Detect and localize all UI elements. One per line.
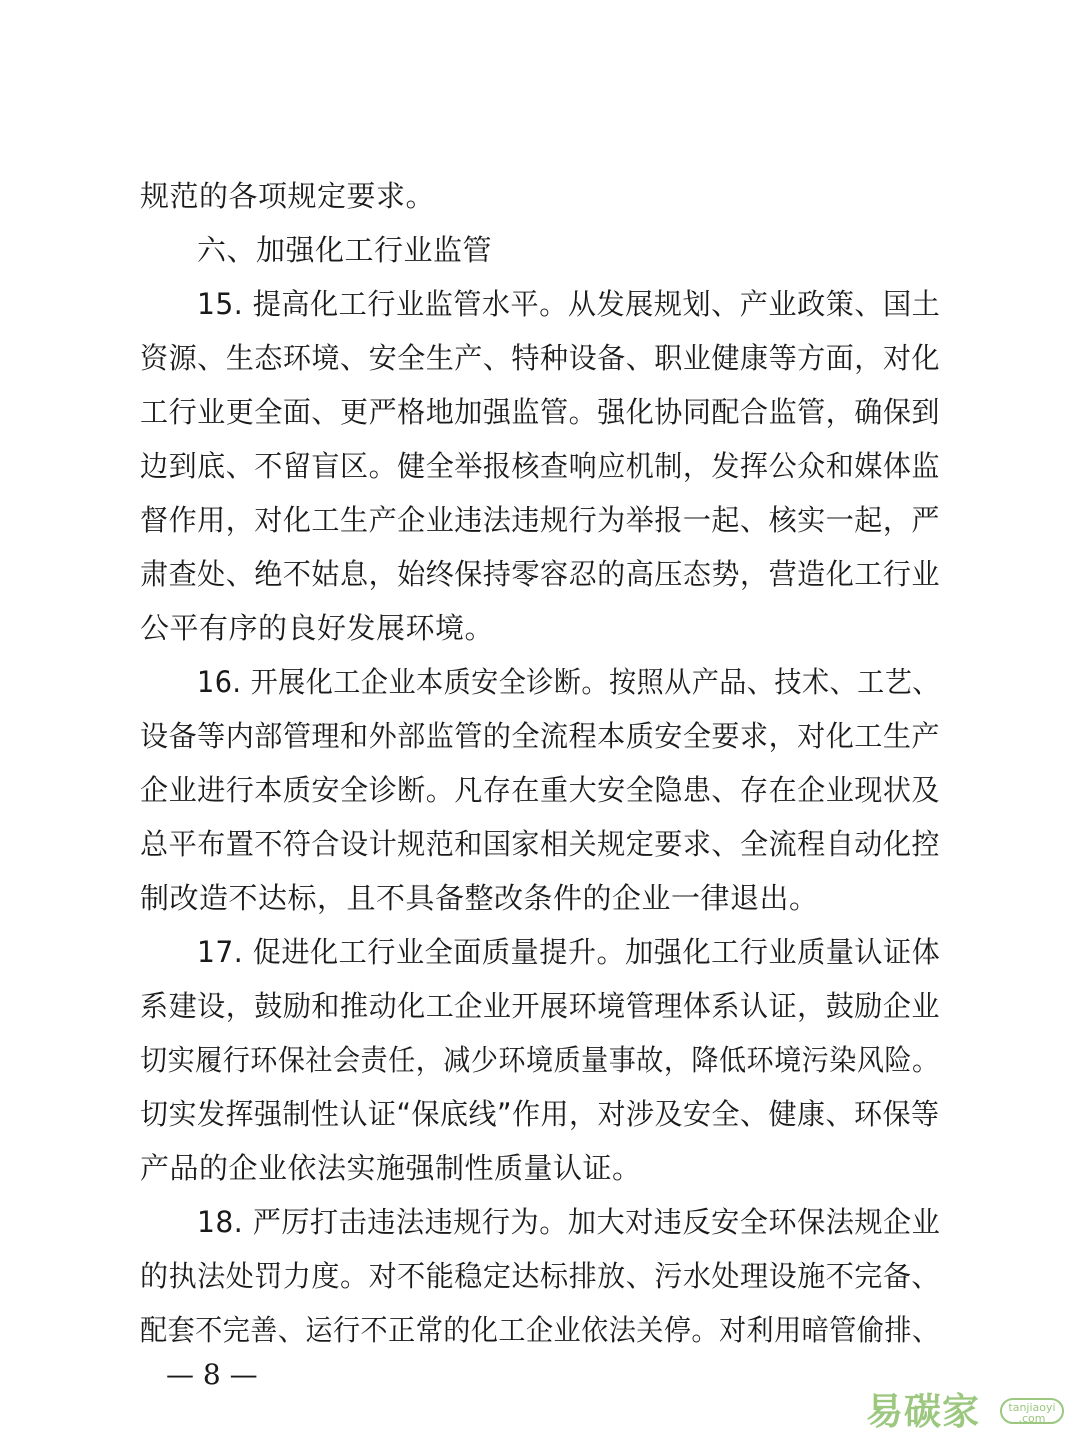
page-number: — 8 — — [166, 1358, 258, 1391]
body-line: 督作用，对化工生产企业违法违规行为举报一起、核实一起，严 — [140, 503, 941, 537]
body-line: 资源、生态环境、安全生产、特种设备、职业健康等方面，对化 — [140, 341, 941, 375]
watermark-badge: tanjiaoyi .com — [1000, 1398, 1064, 1424]
body-line: 配套不完善、运行不正常的化工企业依法关停。对利用暗管偷排、 — [140, 1313, 940, 1347]
body-line: 18. 严厉打击违法违规行为。加大对违反安全环保法规企业 — [197, 1205, 941, 1239]
body-line: 17. 促进化工行业全面质量提升。加强化工行业质量认证体 — [197, 935, 941, 969]
body-line: 切实发挥强制性认证“保底线”作用，对涉及安全、健康、环保等 — [140, 1097, 940, 1131]
body-line: 产品的企业依法实施强制性质量认证。 — [140, 1151, 642, 1185]
body-line: 规范的各项规定要求。 — [140, 179, 436, 213]
body-line: 切实履行环保社会责任，减少环境质量事故，降低环境污染风险。 — [140, 1043, 940, 1077]
watermark-logo — [866, 1390, 1066, 1434]
body-line: 系建设，鼓励和推动化工企业开展环境管理体系认证，鼓励企业 — [140, 989, 941, 1023]
body-line: 肃查处、绝不姑息，始终保持零容忍的高压态势，营造化工行业 — [140, 557, 941, 591]
body-line: 企业进行本质安全诊断。凡存在重大安全隐患、存在企业现状及 — [140, 773, 941, 807]
body-line: 15. 提高化工行业监管水平。从发展规划、产业政策、国土 — [197, 287, 941, 321]
body-line: 公平有序的良好发展环境。 — [140, 611, 495, 645]
body-line: 16. 开展化工企业本质安全诊断。按照从产品、技术、工艺、 — [197, 665, 940, 699]
section-heading: 六、加强化工行业监管 — [197, 233, 493, 267]
watermark-text: 易碳家 — [866, 1390, 980, 1433]
body-line: 边到底、不留盲区。健全举报核查响应机制，发挥公众和媒体监 — [140, 449, 941, 483]
body-line: 总平布置不符合设计规范和国家相关规定要求、全流程自动化控 — [140, 827, 941, 861]
body-line: 设备等内部管理和外部监管的全流程本质安全要求，对化工生产 — [140, 719, 941, 753]
body-line: 的执法处罚力度。对不能稳定达标排放、污水处理设施不完备、 — [140, 1259, 941, 1293]
body-line: 制改造不达标，且不具备整改条件的企业一律退出。 — [140, 881, 819, 915]
body-line: 工行业更全面、更严格地加强监管。强化协同配合监管，确保到 — [140, 395, 941, 429]
